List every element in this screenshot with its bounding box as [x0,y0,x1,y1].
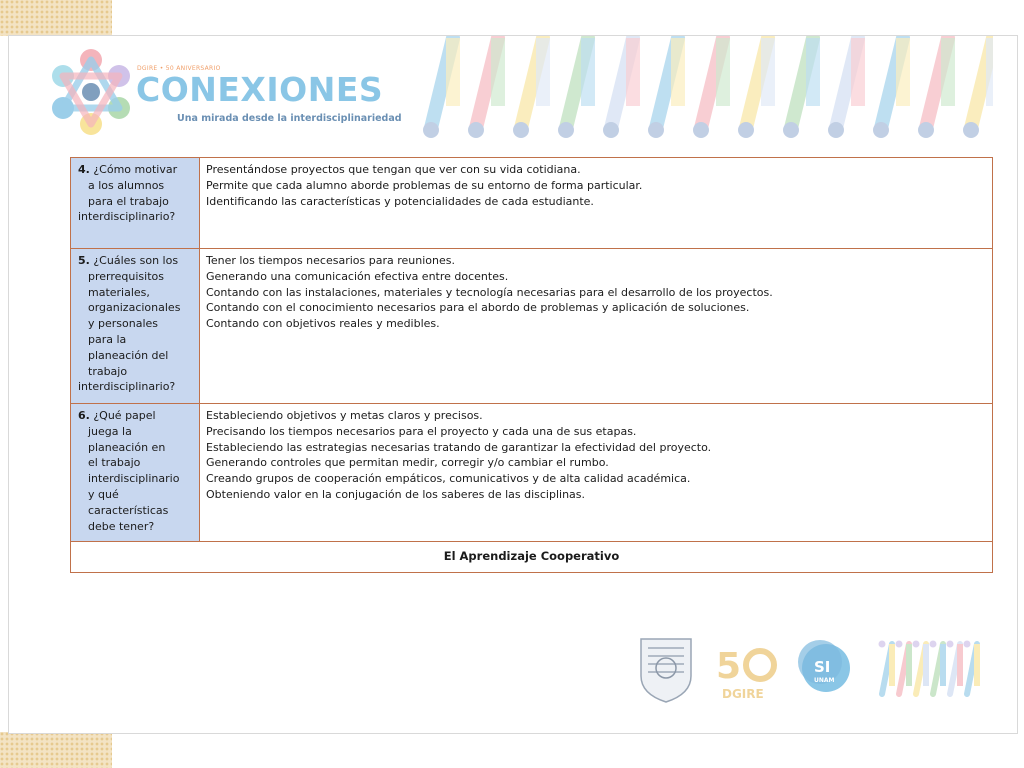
brand-title: CONEXIONES [136,70,384,109]
answer-text: Presentándose proyectos que tengan que ver con su vida cotidiana. [206,163,581,176]
answer-cell [200,404,993,542]
question-text: debe tener? [88,519,155,533]
footer-logos [634,636,984,706]
question-text: ¿Cómo motivar [93,163,178,176]
dgire-50-logo-icon [716,646,774,701]
question-text: interdisciplinario [88,472,180,486]
dgire-logo-text: DGIRE [722,687,764,701]
question-number: 6. [78,409,90,422]
question-text: planeación del [88,348,169,362]
question-cell [71,249,200,404]
answer-text: Identificando las características y potencialidades de cada estudiante. [206,194,594,208]
question-text: y personales [88,317,159,331]
question-text: para el trabajo [88,194,169,208]
table-footer-title: El Aprendizaje Cooperativo [71,542,993,573]
slide [8,35,1018,734]
answer-text: Precisando los tiempos necesarios para el proyecto y cada una de sus etapas. [206,424,637,438]
table-row [71,158,993,249]
answer-text: Estableciendo las estrategias necesarias tratando de garantizar la efectividad del proyecto. [206,440,712,454]
question-text: ¿Qué papel [93,409,156,422]
answer-cell [200,158,993,249]
qa-table [70,157,993,573]
answer-text: Estableciendo objetivos y metas claros y precisos. [206,409,483,422]
si-unam-logo-icon [798,640,850,692]
brand-subtitle: Una mirada desde la interdisciplinariedad [177,113,402,124]
answer-text: Contando con las instalaciones, materiales y tecnología necesarias para el desarrollo de los proyectos. [206,285,773,299]
question-text: características [88,503,169,517]
question-cell [71,404,200,542]
question-text: planeación en [88,440,166,454]
question-number: 5. [78,254,90,267]
table-row [71,249,993,404]
question-text: para la [88,332,127,346]
header-stripes-pattern [413,36,993,142]
unam-shield-icon [641,639,691,702]
si-logo-text: SI [814,658,831,676]
answer-text: Contando con objetivos reales y medibles. [206,317,440,331]
corner-pattern-bottom [0,732,112,768]
question-text: juega la [88,424,132,438]
question-text: ¿Cuáles son los [93,254,179,267]
answer-text: Contando con el conocimiento necesarios para el abordo de problemas y aplicación de soluciones. [206,301,750,315]
answer-cell [200,249,993,404]
question-cell [71,158,200,249]
question-text: el trabajo [88,456,141,470]
footer-stripes-pattern [879,641,978,695]
answer-text: Tener los tiempos necesarios para reuniones. [206,254,455,267]
si-logo-subtext: UNAM [814,677,835,684]
brand-anniversary-text: DGIRE • 50 ANIVERSARIO [137,65,221,72]
question-text: trabajo [88,364,128,378]
answer-text: Generando una comunicación efectiva entre docentes. [206,269,509,283]
table-row [71,404,993,542]
question-text: interdisciplinario? [78,380,176,394]
question-text: y qué [88,487,119,501]
question-text: a los alumnos [88,178,165,192]
answer-text: Obteniendo valor en la conjugación de los saberes de las disciplinas. [206,487,586,501]
answer-text: Permite que cada alumno aborde problemas de su entorno de forma particular. [206,178,643,192]
question-number: 4. [78,163,90,176]
corner-pattern-top [0,0,112,36]
question-text: interdisciplinario? [78,210,176,224]
question-text: materiales, [88,285,150,299]
answer-text: Generando controles que permitan medir, corregir y/o cambiar el rumbo. [206,456,609,470]
answer-text: Creando grupos de cooperación empáticos, comunicativos y de alta calidad académica. [206,472,691,486]
question-text: prerrequisitos [88,269,164,283]
svg-text:5: 5 [716,646,742,687]
conexiones-logo-icon [45,46,137,138]
table-footer-row [71,542,993,573]
question-text: organizacionales [88,301,181,315]
